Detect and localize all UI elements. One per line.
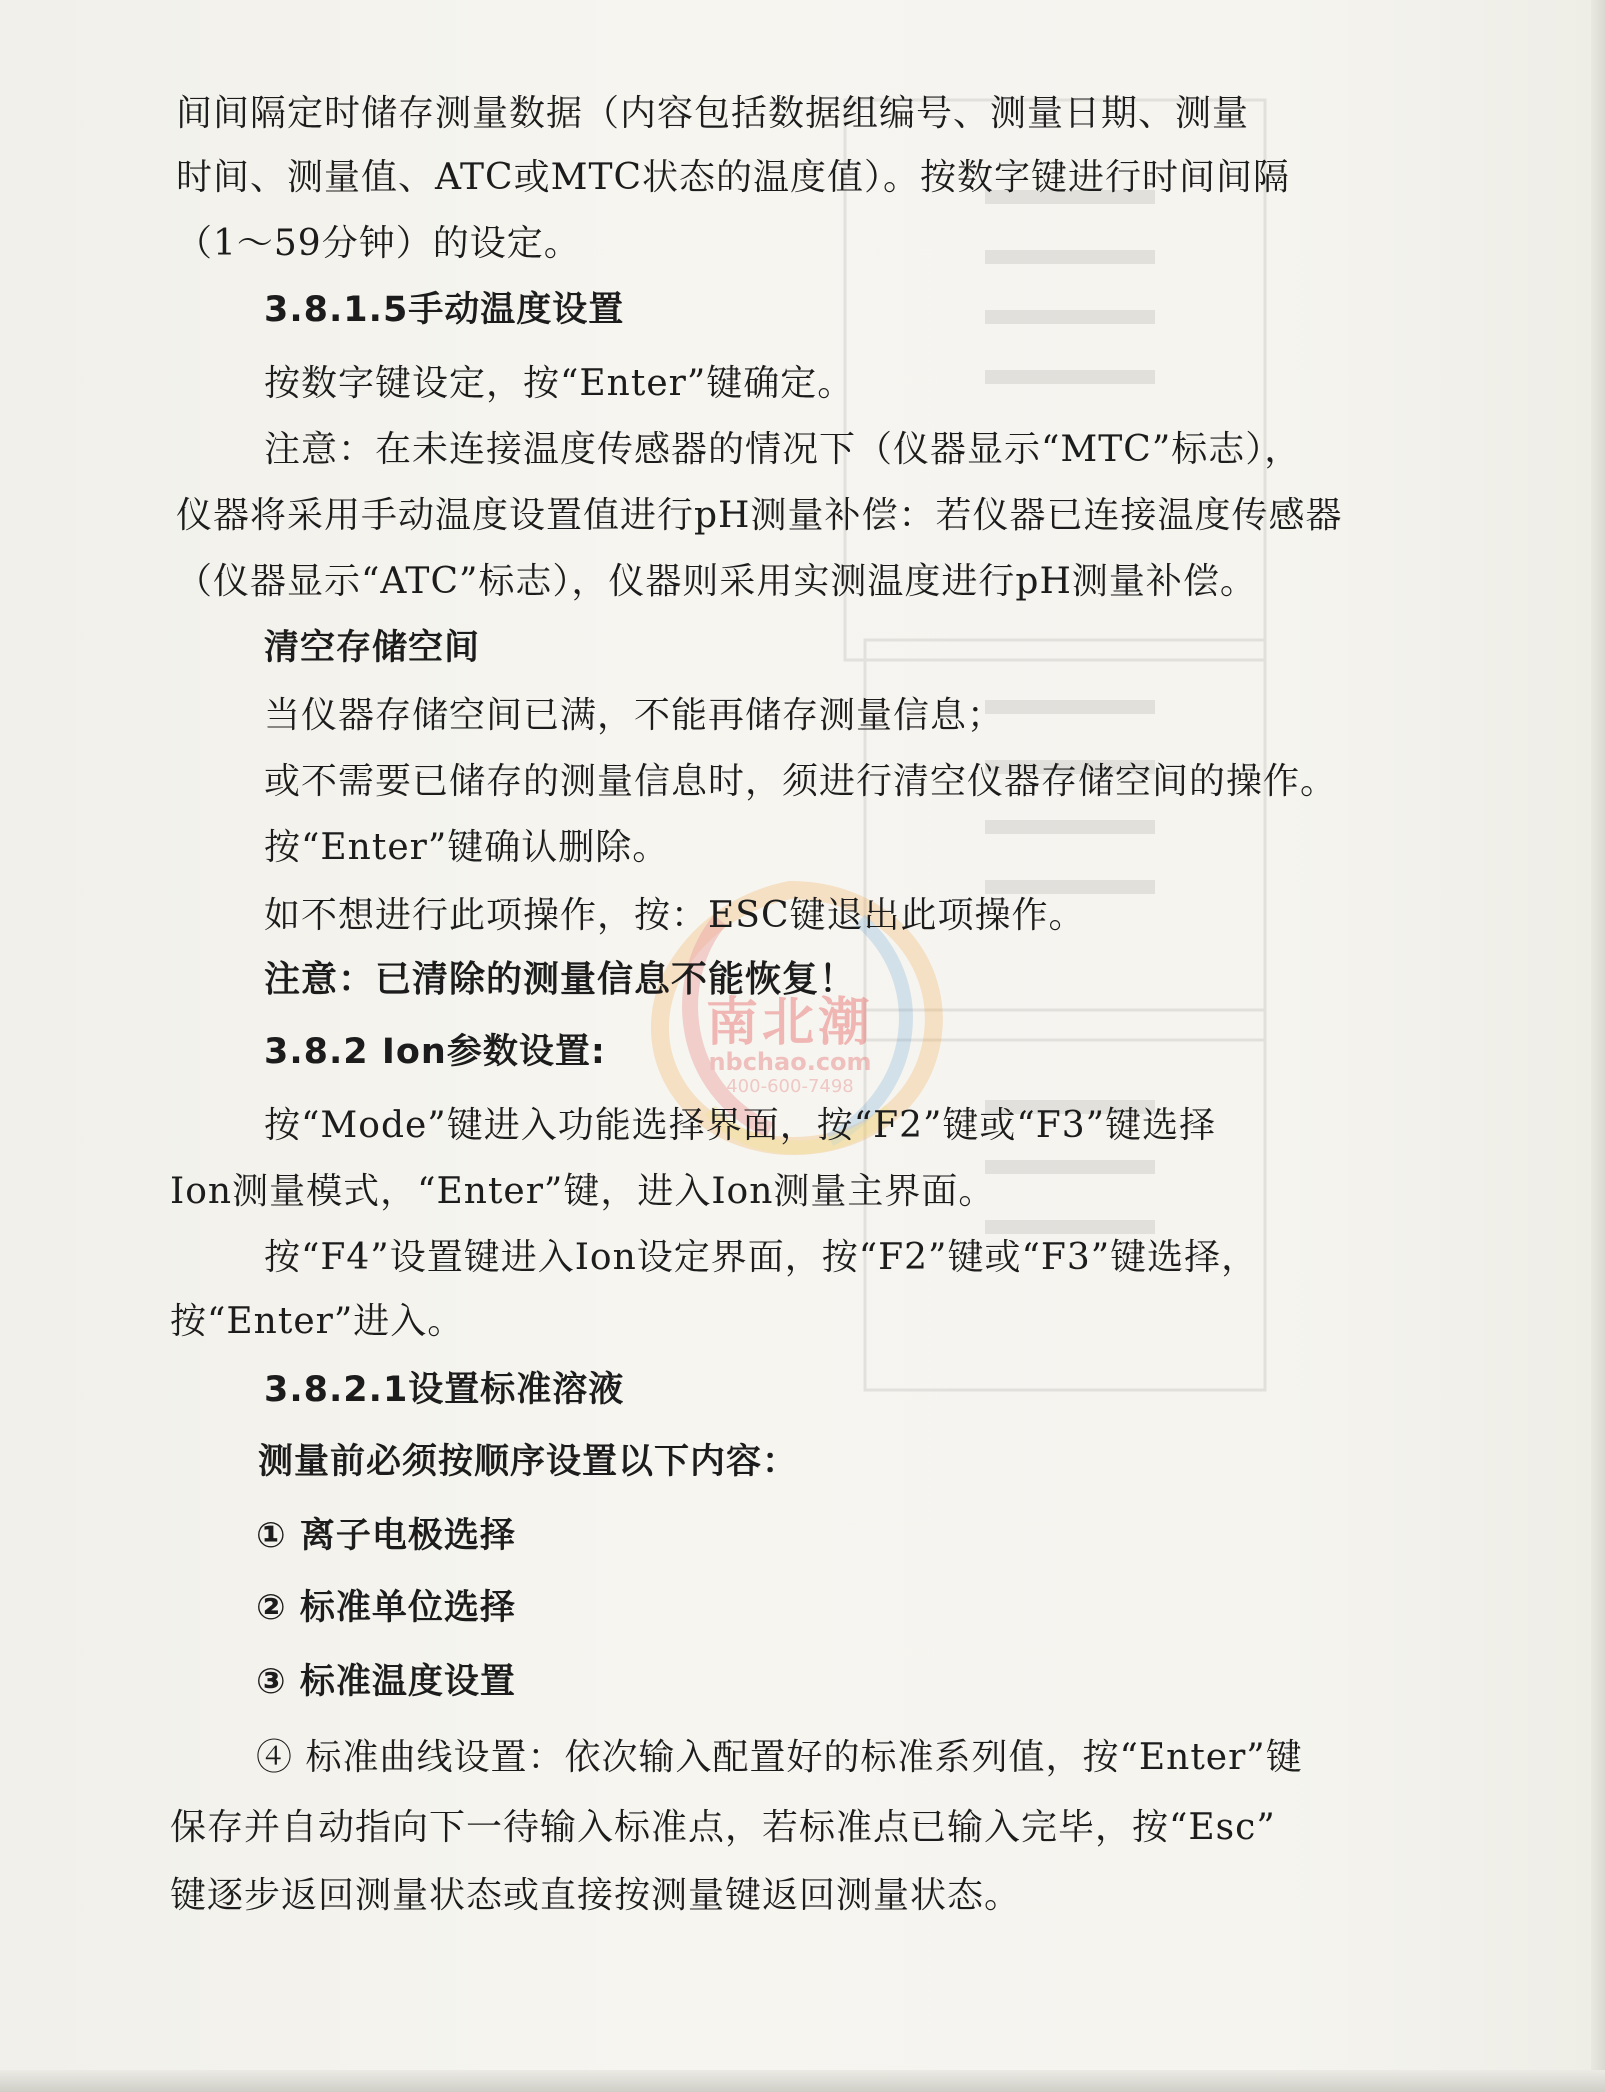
- body-line: 键逐步返回测量状态或直接按测量键返回测量状态。: [170, 1875, 1022, 1916]
- body-line: 间间隔定时储存测量数据（内容包括数据组编号、测量日期、测量: [176, 93, 1250, 134]
- section-heading-3-8-2: 3.8.2 Ion参数设置:: [264, 1032, 606, 1072]
- watermark-url: nbchao.com: [708, 1048, 872, 1076]
- body-line: 或不需要已储存的测量信息时，须进行清空仪器存储空间的操作。: [264, 761, 1338, 802]
- body-line: 时间、测量值、ATC或MTC状态的温度值）。按数字键进行时间间隔: [176, 157, 1291, 198]
- page-edge-right: [1591, 0, 1605, 2092]
- subheading-required-order: 测量前必须按顺序设置以下内容：: [258, 1442, 799, 1482]
- list-item: ② 标准单位选择: [256, 1588, 516, 1628]
- body-line: Ion测量模式，“Enter”键，进入Ion测量主界面。: [170, 1171, 996, 1212]
- body-line: 按“Mode”键进入功能选择界面，按“F2”键或“F3”键选择: [264, 1105, 1217, 1146]
- body-line: 按数字键设定，按“Enter”键确定。: [264, 363, 855, 404]
- section-heading-3-8-2-1: 3.8.2.1设置标准溶液: [264, 1370, 625, 1410]
- warning-note: 注意：已清除的测量信息不能恢复！: [264, 959, 857, 1000]
- list-item: ④ 标准曲线设置：依次输入配置好的标准系列值，按“Enter”键: [256, 1737, 1303, 1778]
- body-line: 当仪器存储空间已满，不能再储存测量信息；: [264, 695, 1005, 736]
- section-heading-clear-storage: 清空存储空间: [264, 628, 481, 668]
- watermark-brand: 南北潮: [705, 993, 874, 1053]
- note-line: 注意：在未连接温度传感器的情况下（仪器显示“MTC”标志），: [264, 429, 1302, 470]
- section-heading-3-8-1-5: 3.8.1.5手动温度设置: [264, 290, 625, 330]
- body-line: 按“Enter”进入。: [170, 1301, 465, 1342]
- body-line: 保存并自动指向下一待输入标准点，若标准点已输入完毕，按“Esc”: [170, 1807, 1276, 1848]
- body-line: 仪器将采用手动温度设置值进行pH测量补偿：若仪器已连接温度传感器: [176, 495, 1343, 536]
- body-line: 如不想进行此项操作，按：ESC键退出此项操作。: [264, 895, 1086, 936]
- body-line: 按“F4”设置键进入Ion设定界面，按“F2”键或“F3”键选择，: [264, 1237, 1259, 1278]
- page-edge-bottom: [0, 2070, 1605, 2092]
- body-line: （1～59分钟）的设定。: [176, 223, 581, 264]
- body-line: （仪器显示“ATC”标志），仪器则采用实测温度进行pH测量补偿。: [176, 561, 1257, 602]
- watermark-phone: 400-600-7498: [726, 1076, 854, 1097]
- body-line: 按“Enter”键确认删除。: [264, 827, 670, 868]
- list-item: ③ 标准温度设置: [256, 1662, 516, 1702]
- list-item: ① 离子电极选择: [256, 1516, 516, 1556]
